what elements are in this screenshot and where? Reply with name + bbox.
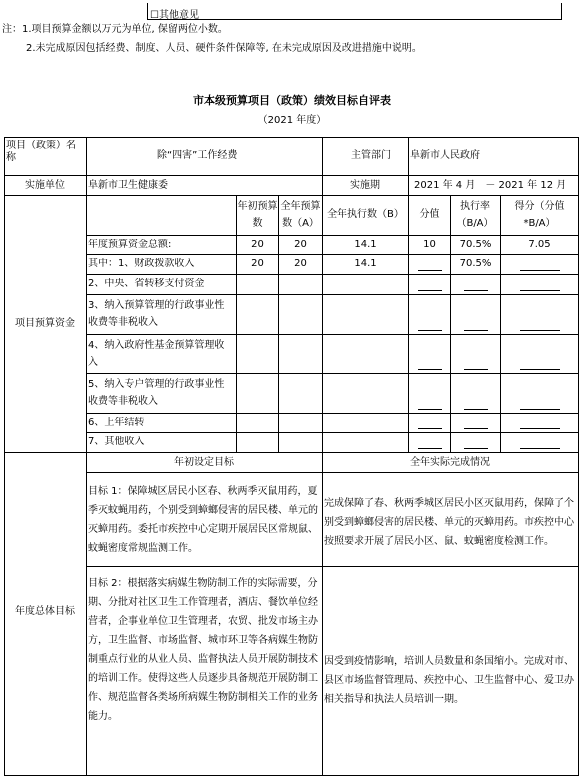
not-applicable-dash (418, 369, 442, 370)
budget-row-label: 7、其他收入 (88, 436, 145, 447)
budget-row-label: 年度预算资金总额: (88, 239, 172, 250)
project-name-label: 项目（政策）名称 (6, 140, 76, 163)
note-line-2: 2.未完成原因包括经费、制度、人员、硬件条件保障等, 在未完成原因及改进措施中说明。 (26, 43, 422, 54)
goal-2-text: 目标 2：根据落实病媒生物防制工作的实际需要，分期、分批对社区卫生工作管理者，酒店、餐饮单位经营者，企事业单位卫生管理者，农贸、批发市场主办方，卫生监督、市场监督、城市环卫等各病媒生物防制重点行业的从业人员、监督执法人员开展防制技术的培训工作。使得这些人员逐步具备规范开展防制工作、规范监督各类场所病媒生物防制相关工作的业务能力。 (88, 578, 318, 722)
header-score: 得分（分值*B/A） (514, 201, 565, 229)
goal-1-text: 目标 1：保障城区居民小区春、秋两季灭鼠用药，夏季灭蚊蝇用药，个别受到蟑螂侵害的居民楼、单元的灭蟑用药。委托市疾控中心定期开展居民区常规鼠、蚊蝇密度常规监测工作。 (88, 486, 318, 554)
budget-section-label: 项目预算资金 (15, 318, 75, 329)
budget-rate-value: 70.5% (459, 239, 492, 250)
year-subtitle: （2021 年度） (257, 115, 327, 126)
not-applicable-dash (520, 330, 560, 331)
other-opinion-box (147, 3, 562, 20)
period-value: 2021 年 4 月 － 2021 年 12 月 (414, 180, 567, 191)
unit-value: 阜新市卫生健康委 (88, 180, 168, 191)
budget-row-label: 2、中央、省转移支付资金 (88, 278, 205, 289)
budget-row-label: 5、纳入专户管理的行政事业性收费等非税收入 (88, 379, 225, 407)
budget-full-year-value: 20 (294, 239, 307, 250)
not-applicable-dash (520, 428, 560, 429)
not-applicable-dash (418, 290, 442, 291)
not-applicable-dash (418, 409, 442, 410)
budget-executed-value: 14.1 (354, 258, 377, 269)
other-opinion-checkbox-label: ☐其他意见 (150, 10, 199, 21)
page-title: 市本级预算项目（政策）绩效目标自评表 (193, 94, 391, 107)
budget-row-label: 4、纳入政府性基金预算管理收入 (88, 340, 225, 368)
not-applicable-dash (520, 409, 560, 410)
header-initial-budget: 年初预算数 (237, 201, 278, 229)
budget-initial-value: 20 (251, 258, 264, 269)
not-applicable-dash (520, 369, 560, 370)
budget-executed-value: 14.1 (354, 239, 377, 250)
period-label: 实施期 (350, 180, 380, 191)
not-applicable-dash (520, 290, 560, 291)
budget-row-label: 6、上年结转 (88, 417, 145, 428)
goals-section-label: 年度总体目标 (15, 606, 75, 617)
header-full-year-budget: 全年预算数（A） (280, 201, 321, 229)
note-line-1: 注：1.项目预算金额以万元为单位, 保留两位小数。 (2, 24, 228, 35)
not-applicable-dash (418, 428, 442, 429)
unit-label: 实施单位 (25, 180, 65, 191)
budget-score-value: 7.05 (528, 239, 551, 250)
budget-initial-value: 20 (251, 239, 264, 250)
not-applicable-dash (464, 448, 488, 449)
dept-label: 主管部门 (351, 150, 391, 161)
project-name-value: 除“四害”工作经费 (157, 150, 238, 161)
budget-full-year-value: 20 (294, 258, 307, 269)
not-applicable-dash (464, 409, 488, 410)
budget-rate-value: 70.5% (459, 258, 492, 269)
actual-1-text: 完成保障了春、秋两季城区居民小区灭鼠用药，保障了个别受到蟑螂侵害的居民楼、单元的灭蟑用药。市疾控中心按照要求开展了居民小区、鼠、蚊蝇密度检测工作。 (324, 498, 574, 547)
not-applicable-dash (520, 270, 560, 271)
not-applicable-dash (464, 428, 488, 429)
goals-col-initial-header: 年初设定目标 (174, 457, 234, 468)
goals-col-actual-header: 全年实际完成情况 (410, 457, 490, 468)
not-applicable-dash (418, 330, 442, 331)
budget-score-value-value: 10 (423, 239, 436, 250)
header-executed: 全年执行数（B） (327, 209, 404, 220)
dept-value: 阜新市人民政府 (410, 150, 480, 161)
header-execution-rate: 执行率（B/A） (456, 201, 494, 229)
not-applicable-dash (464, 369, 488, 370)
not-applicable-dash (418, 448, 442, 449)
budget-row-label: 其中：1、财政拨款收入 (88, 258, 195, 269)
not-applicable-dash (464, 330, 488, 331)
actual-2-text: 因受到疫情影响，培训人员数量和条国缩小。完成对市、县区市场监督管理局、疾控中心、卫生监督中心、爱卫办相关指导和执法人员培训一期。 (324, 656, 574, 705)
budget-row-label: 3、纳入预算管理的行政事业性收费等非税收入 (88, 300, 225, 328)
not-applicable-dash (464, 290, 488, 291)
not-applicable-dash (520, 448, 560, 449)
not-applicable-dash (418, 270, 442, 271)
header-score-value: 分值 (419, 209, 440, 220)
